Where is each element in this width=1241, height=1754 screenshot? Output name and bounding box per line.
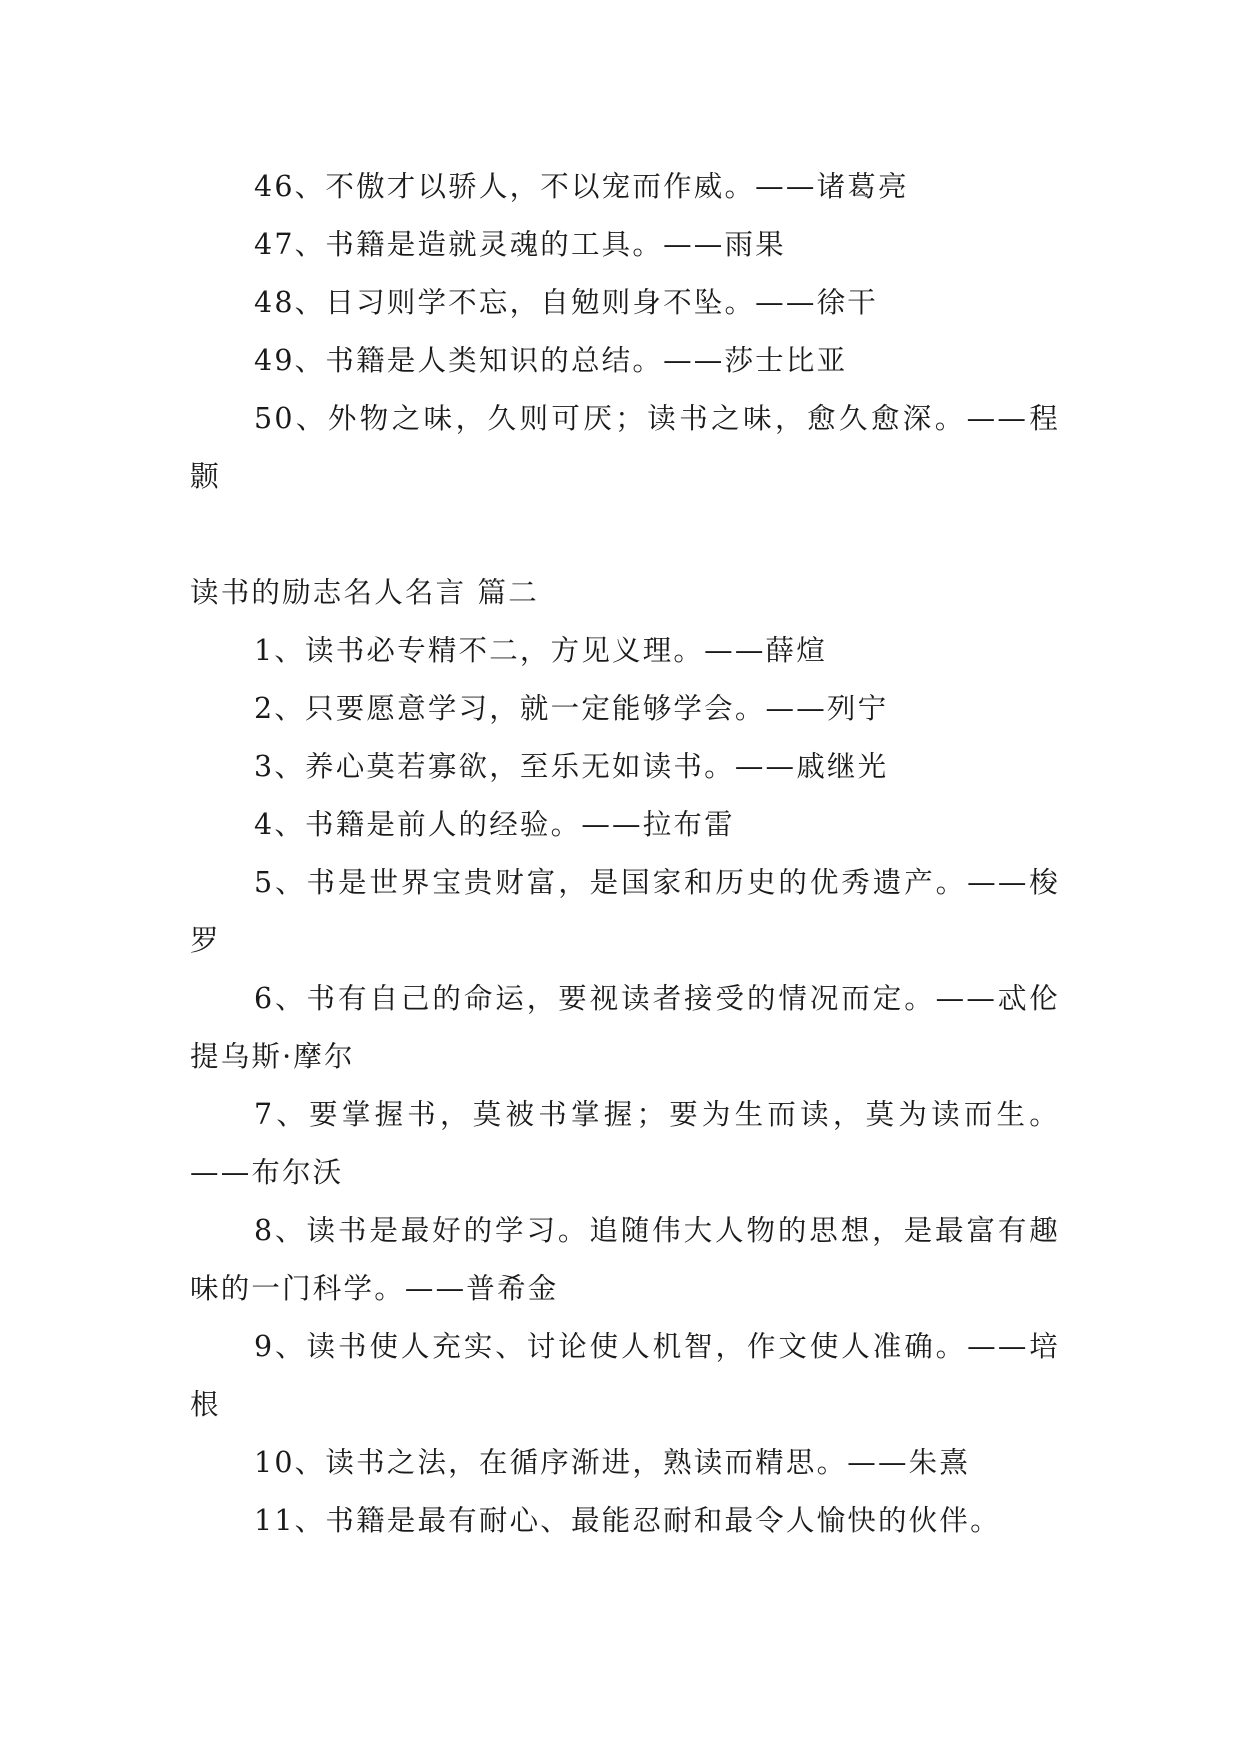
section-title: 读书的励志名人名言 篇二 (190, 576, 539, 609)
quote-7: 7、要掌握书，莫被书掌握；要为生而读，莫为读而生。——布尔沃 (190, 1098, 1060, 1189)
quote-47: 47、书籍是造就灵魂的工具。——雨果 (254, 228, 786, 261)
quote-6: 6、书有自己的命运，要视读者接受的情况而定。——忒伦提乌斯·摩尔 (190, 982, 1060, 1073)
quote-46: 46、不傲才以骄人，不以宠而作威。——诸葛亮 (254, 170, 909, 203)
quote-48: 48、日习则学不忘，自勉则身不坠。——徐干 (254, 286, 878, 319)
quote-3: 3、养心莫若寡欲，至乐无如读书。——戚继光 (254, 750, 889, 783)
quote-49: 49、书籍是人类知识的总结。——莎士比亚 (254, 344, 848, 377)
quote-2: 2、只要愿意学习，就一定能够学会。——列宁 (254, 692, 889, 725)
quote-1: 1、读书必专精不二，方见义理。——薛煊 (254, 634, 827, 667)
quote-5: 5、书是世界宝贵财富，是国家和历史的优秀遗产。——梭罗 (190, 866, 1060, 957)
quote-10: 10、读书之法，在循序渐进，熟读而精思。——朱熹 (254, 1446, 971, 1479)
quote-50: 50、外物之味，久则可厌；读书之味，愈久愈深。——程颢 (190, 402, 1060, 493)
document-body (190, 158, 1060, 1550)
quote-11: 11、书籍是最有耐心、最能忍耐和最令人愉快的伙伴。 (254, 1504, 1001, 1537)
quote-4: 4、书籍是前人的经验。——拉布雷 (254, 808, 735, 841)
quote-9: 9、读书使人充实、讨论使人机智，作文使人准确。——培根 (190, 1330, 1060, 1421)
quote-8: 8、读书是最好的学习。追随伟大人物的思想，是最富有趣味的一门科学。——普希金 (190, 1214, 1060, 1305)
